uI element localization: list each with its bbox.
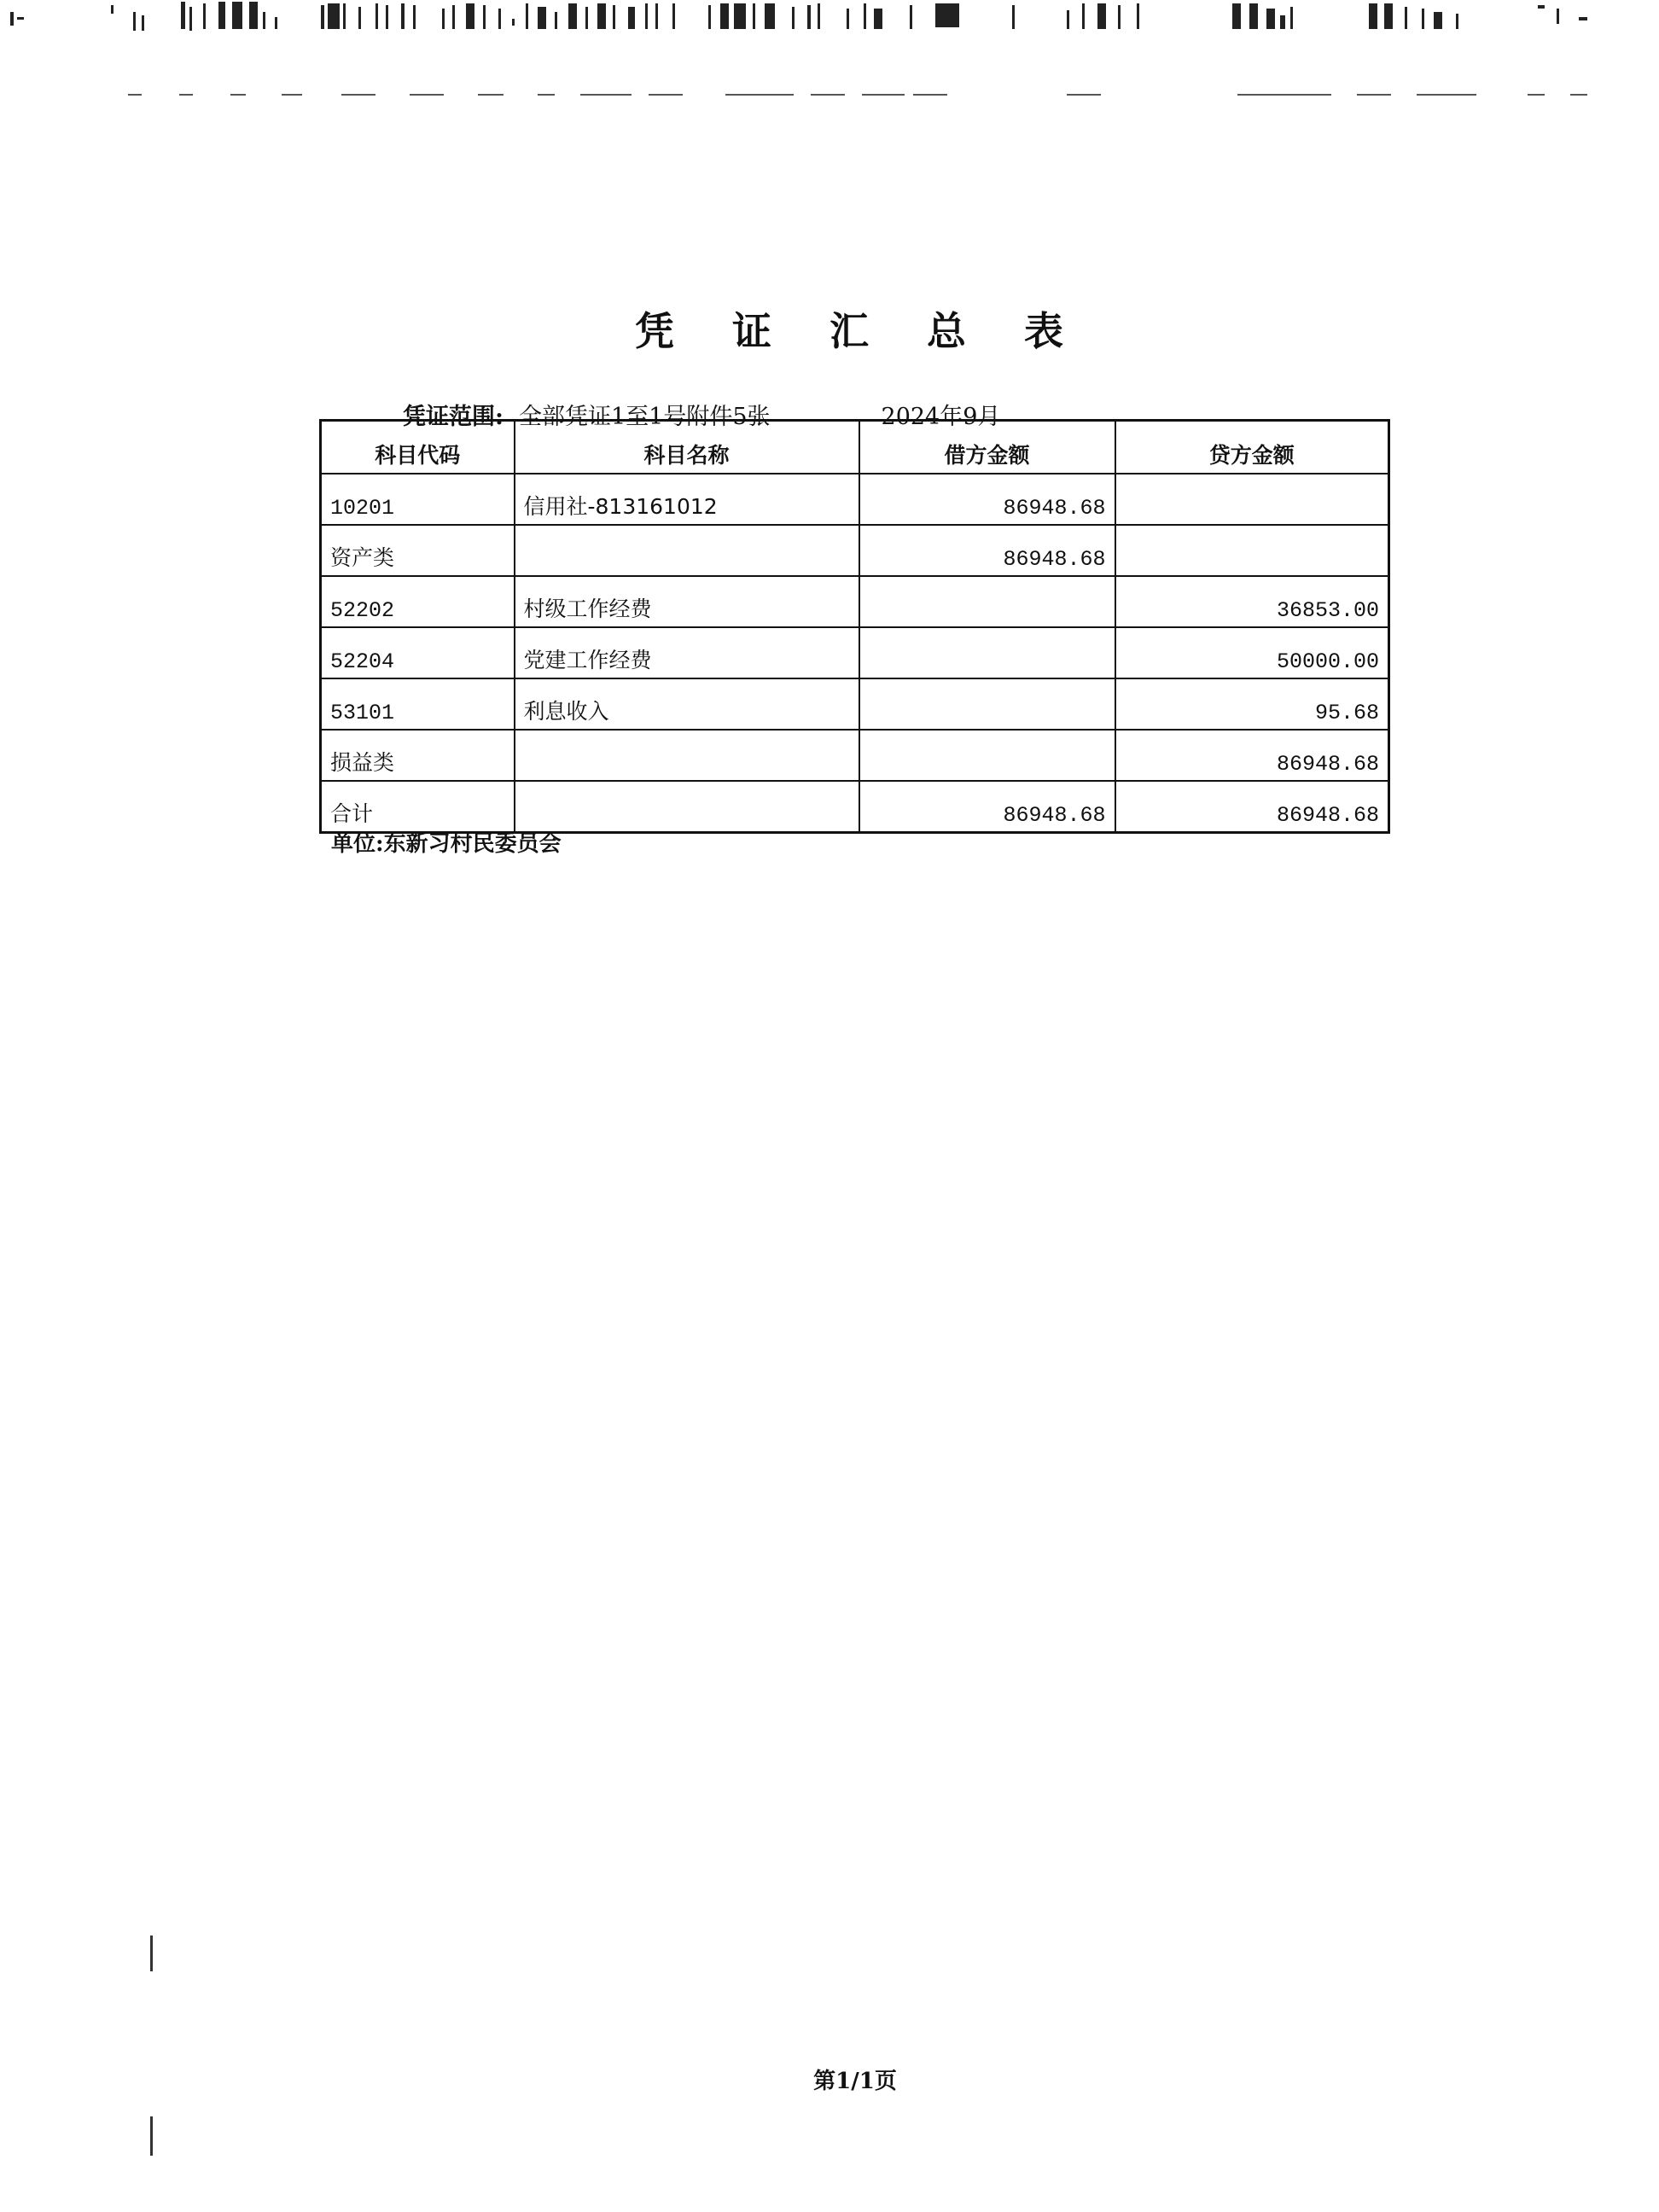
cell-debit: 86948.68 <box>859 474 1115 525</box>
scan-artifact-line <box>128 92 1613 97</box>
table-header-row <box>321 421 1389 474</box>
cell-debit <box>859 627 1115 678</box>
cell-name <box>515 730 859 781</box>
cell-debit <box>859 576 1115 627</box>
range-label: 凭证范围: <box>403 404 504 430</box>
cell-name: 党建工作经费 <box>515 627 859 678</box>
cell-debit <box>859 678 1115 730</box>
table-row <box>321 627 1389 678</box>
cell-name <box>515 781 859 833</box>
table-row <box>321 678 1389 730</box>
cell-code: 资产类 <box>321 525 515 576</box>
cell-code: 合计 <box>321 781 515 833</box>
page-title: 凭 证 汇 总 表 <box>634 308 1086 354</box>
cell-name <box>515 525 859 576</box>
cell-code: 52202 <box>321 576 515 627</box>
voucher-summary-table <box>319 419 1390 834</box>
scan-artifact-streak <box>150 1936 153 1971</box>
cell-debit <box>859 730 1115 781</box>
cell-credit: 50000.00 <box>1115 627 1389 678</box>
cell-name: 信用社-813161012 <box>515 474 859 525</box>
cell-credit <box>1115 474 1389 525</box>
header-debit: 借方金额 <box>859 421 1115 474</box>
cell-code: 53101 <box>321 678 515 730</box>
header-credit: 贷方金额 <box>1115 421 1389 474</box>
period: 2024年9月 <box>881 404 1001 430</box>
header-code: 科目代码 <box>321 421 515 474</box>
cell-credit: 36853.00 <box>1115 576 1389 627</box>
cell-code: 损益类 <box>321 730 515 781</box>
cell-debit: 86948.68 <box>859 781 1115 833</box>
scan-artifact-streak <box>150 2116 153 2156</box>
range-value: 全部凭证1至1号附件5张 <box>518 404 771 430</box>
page-number: 第1/1页 <box>813 2069 897 2094</box>
table-row <box>321 730 1389 781</box>
scan-artifact-top <box>0 0 1659 38</box>
cell-credit <box>1115 525 1389 576</box>
cell-debit: 86948.68 <box>859 525 1115 576</box>
cell-credit: 86948.68 <box>1115 730 1389 781</box>
cell-credit: 86948.68 <box>1115 781 1389 833</box>
table-row <box>321 525 1389 576</box>
cell-code: 10201 <box>321 474 515 525</box>
cell-name: 村级工作经费 <box>515 576 859 627</box>
unit-label: 单位:东新习村民委员会 <box>331 831 562 857</box>
cell-code: 52204 <box>321 627 515 678</box>
table-row <box>321 474 1389 525</box>
cell-credit: 95.68 <box>1115 678 1389 730</box>
table-total-row <box>321 781 1389 833</box>
cell-name: 利息收入 <box>515 678 859 730</box>
table-row <box>321 576 1389 627</box>
header-name: 科目名称 <box>515 421 859 474</box>
